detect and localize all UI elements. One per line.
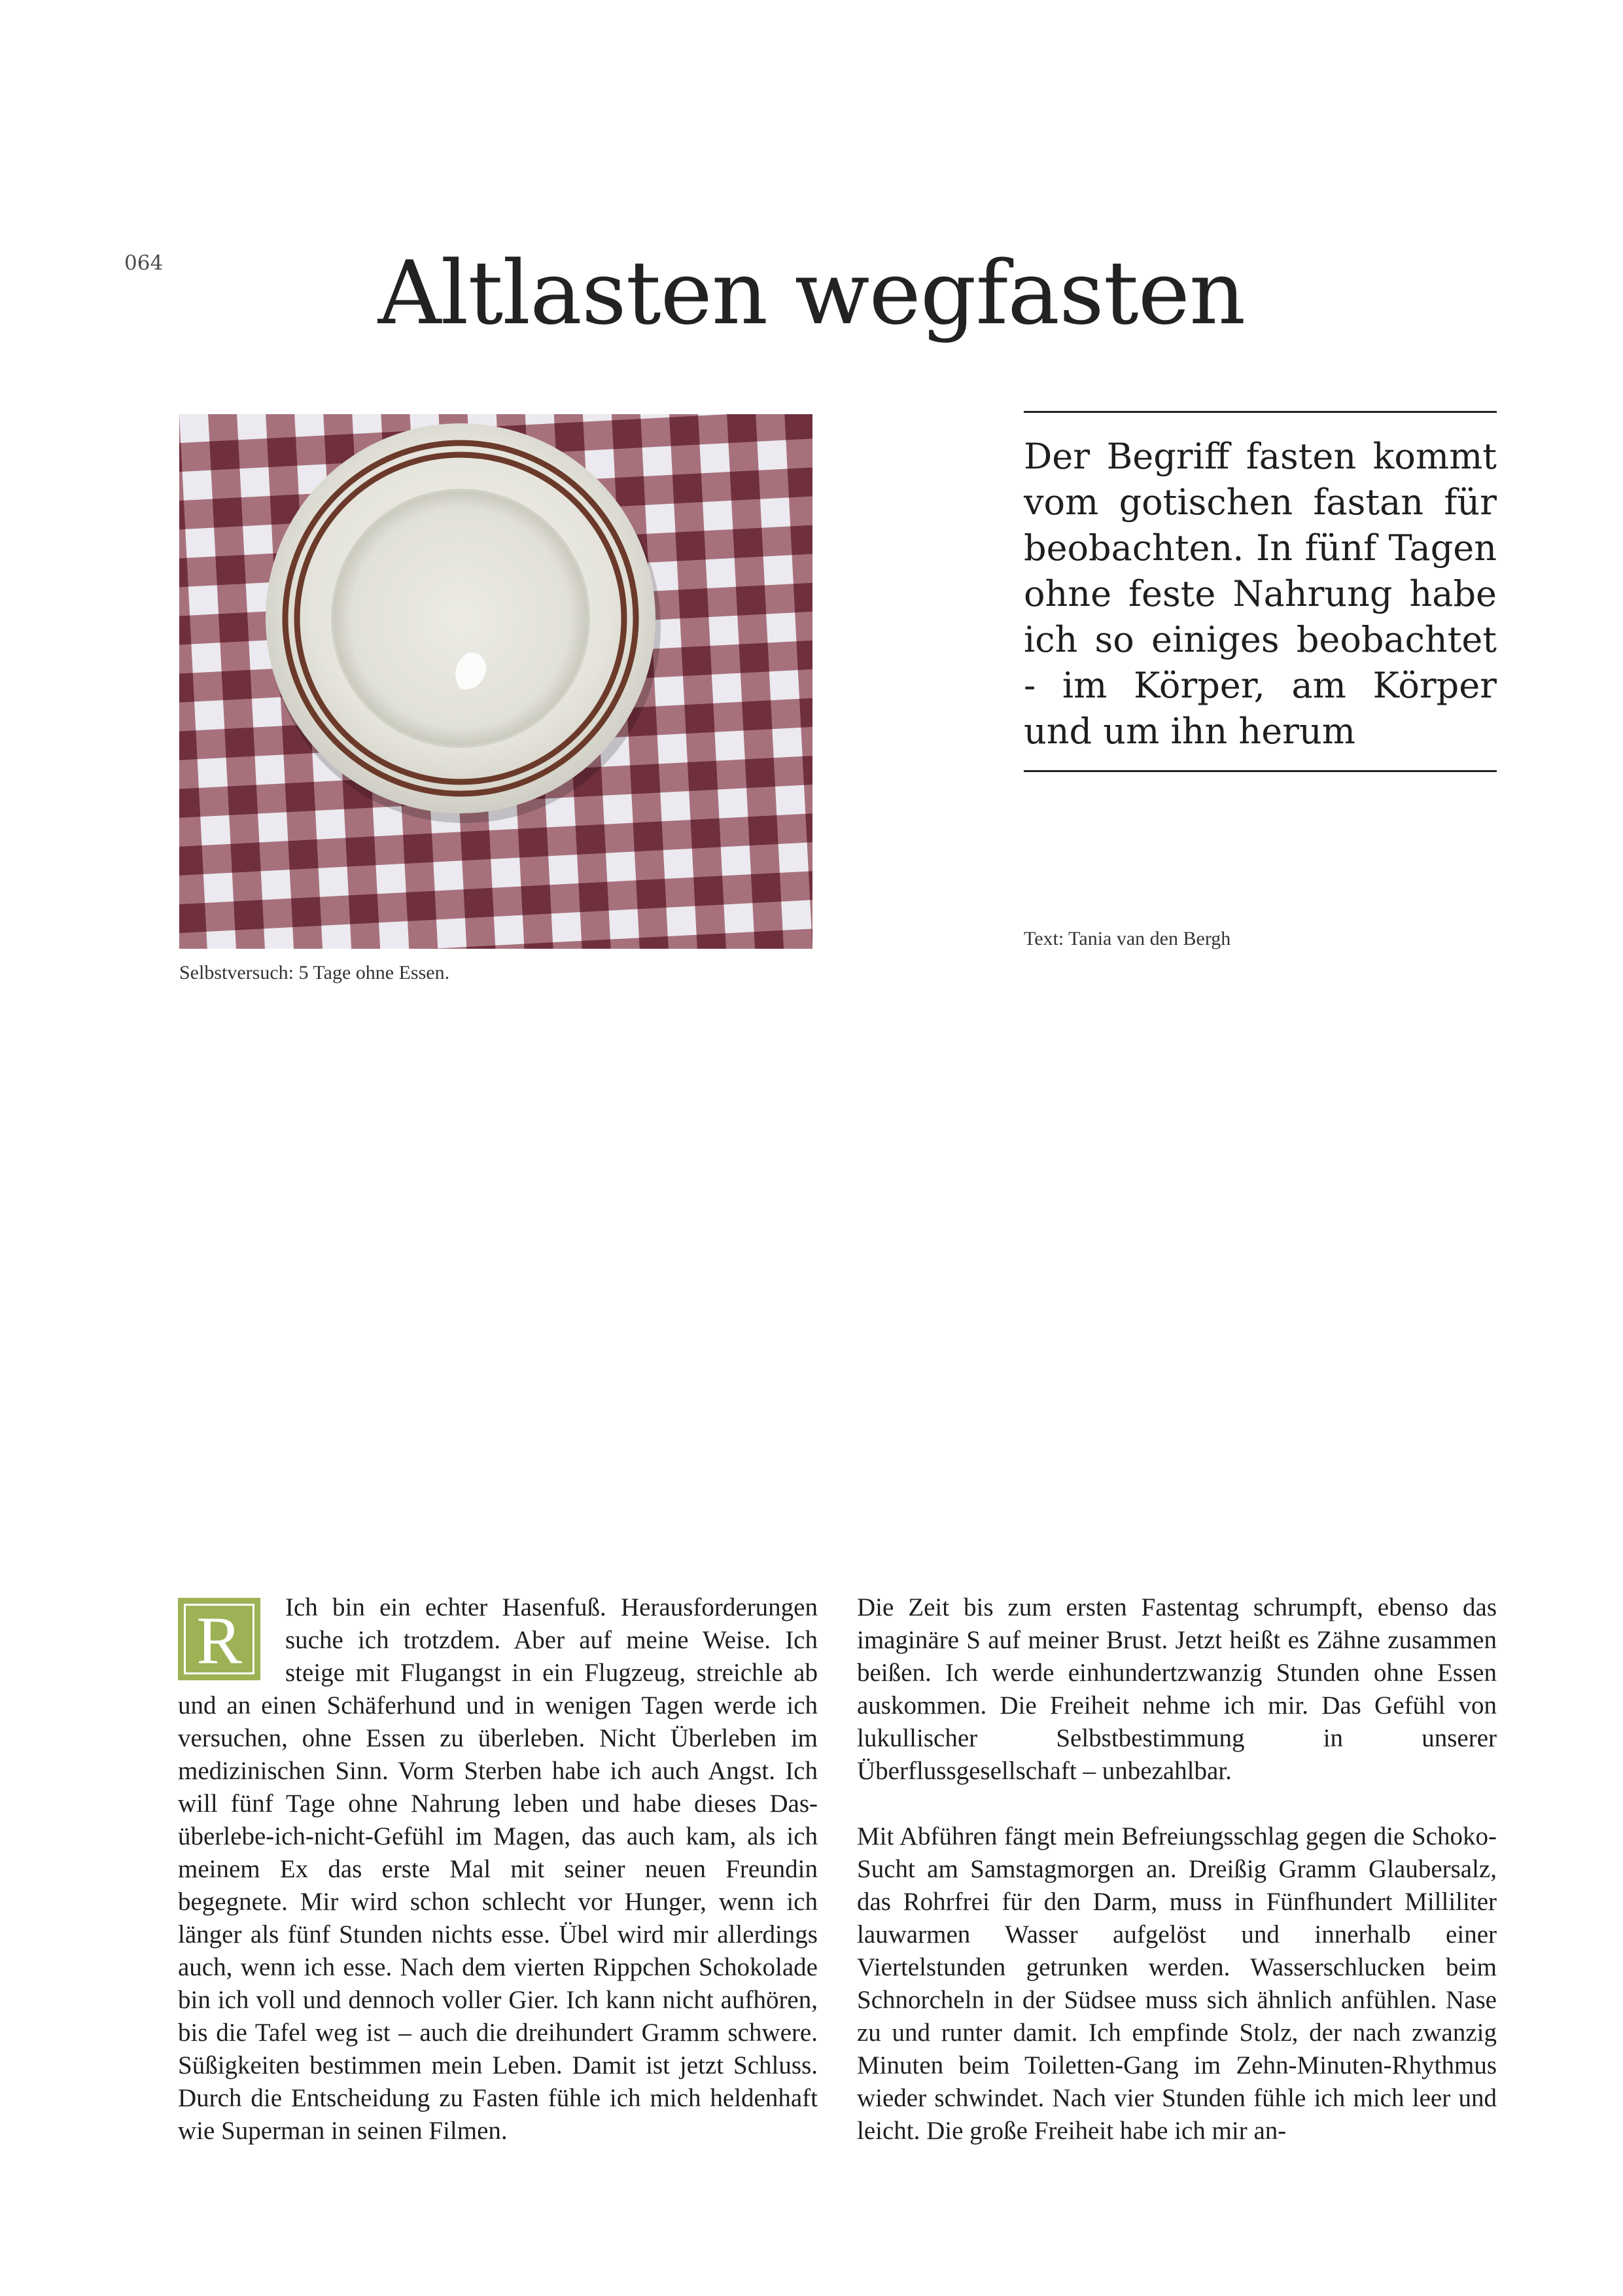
plate-photo: [179, 414, 812, 949]
dropcap-letter: R: [196, 1603, 242, 1678]
dropcap: [178, 1598, 260, 1680]
page-number: 064: [124, 251, 164, 275]
dropcap-frame: [184, 1603, 254, 1678]
author-credit: Text: Tania van den Bergh: [1024, 928, 1231, 949]
body-paragraph: Die Zeit bis zum ersten Fastentag schrumpft, ebenso das imaginäre S auf meiner Brust. Jetzt heißt es Zähne zusammen beißen. Ich werde einhundertzwanzig Stunden ohne Essen auskommen. Die Freiheit nehme ich mir. Das Gefühl von lukullischer Selbstbestimmung in unserer Überflussgesellschaft – unbezahlbar.: [857, 1593, 1497, 1785]
photo-caption: Selbstversuch: 5 Tage ohne Essen.: [179, 962, 450, 983]
intro-box: [1024, 411, 1497, 772]
body-paragraph: Mit Abführen fängt mein Befreiungsschlag gegen die Schoko-Sucht am Samstagmorgen an. Dreißig Gramm Glaubersalz, das Rohrfrei für den Darm, muss in Fünfhundert Milliliter lauwarmen Wasser aufgelöst und innerhalb einer Viertelstunden getrunken werden. Wasserschlucken beim Schnorcheln in der Südsee muss sich ähnlich anfühlen. Nase zu und runter damit. Ich empfinde Stolz, der nach zwanzig Minuten beim Toiletten-Gang im Zehn-Minuten-Rhythmus wieder schwindet. Nach vier Stunden fühle ich mich leer und leicht. Die große Freiheit habe ich mir an-: [857, 1822, 1497, 2145]
plate-on-tablecloth-image: [179, 414, 812, 949]
intro-text: Der Begriff fasten kommt vom gotischen fastan für beobachten. In fünf Tagen ohne feste Nahrung habe ich so einiges beobachtet - im Körper, am Körper und um ihn herum: [1024, 436, 1497, 752]
body-column-left: [178, 1591, 818, 2145]
body-paragraph: Ich bin ein echter Hasenfuß. Herausforderungen suche ich trotzdem. Aber auf meine Weise. Ich steige mit Flugangst in ein Flugzeug, streichle ab und an einen Schäferhund und in wenigen Tagen werde ich versuchen, ohne Essen zu überleben. Nicht Überleben im medizinischen Sinn. Vorm Sterben habe ich auch Angst. Ich will fünf Tage ohne Nahrung leben und habe dieses Das-überlebe-ich-nicht-Gefühl im Magen, das auch kam, als ich meinem Ex das erste Mal mit seiner neuen Freundin begegnete. Mir wird schon schlecht vor Hunger, wenn ich länger als fünf Stunden nichts esse. Übel wird mir allerdings auch, wenn ich esse. Nach dem vierten Rippchen Schokolade bin ich voll und dennoch voller Gier. Ich kann nicht aufhören, bis die Tafel weg ist – auch die dreihundert Gramm schwere. Süßigkeiten bestimmen mein Leben. Damit ist jetzt Schluss. Durch die Entscheidung zu Fasten fühle ich mich heldenhaft wie Superman in seinen Filmen.: [178, 1593, 818, 2145]
headline: Altlasten wegfasten: [377, 242, 1246, 344]
body-column-right: [857, 1591, 1497, 2145]
